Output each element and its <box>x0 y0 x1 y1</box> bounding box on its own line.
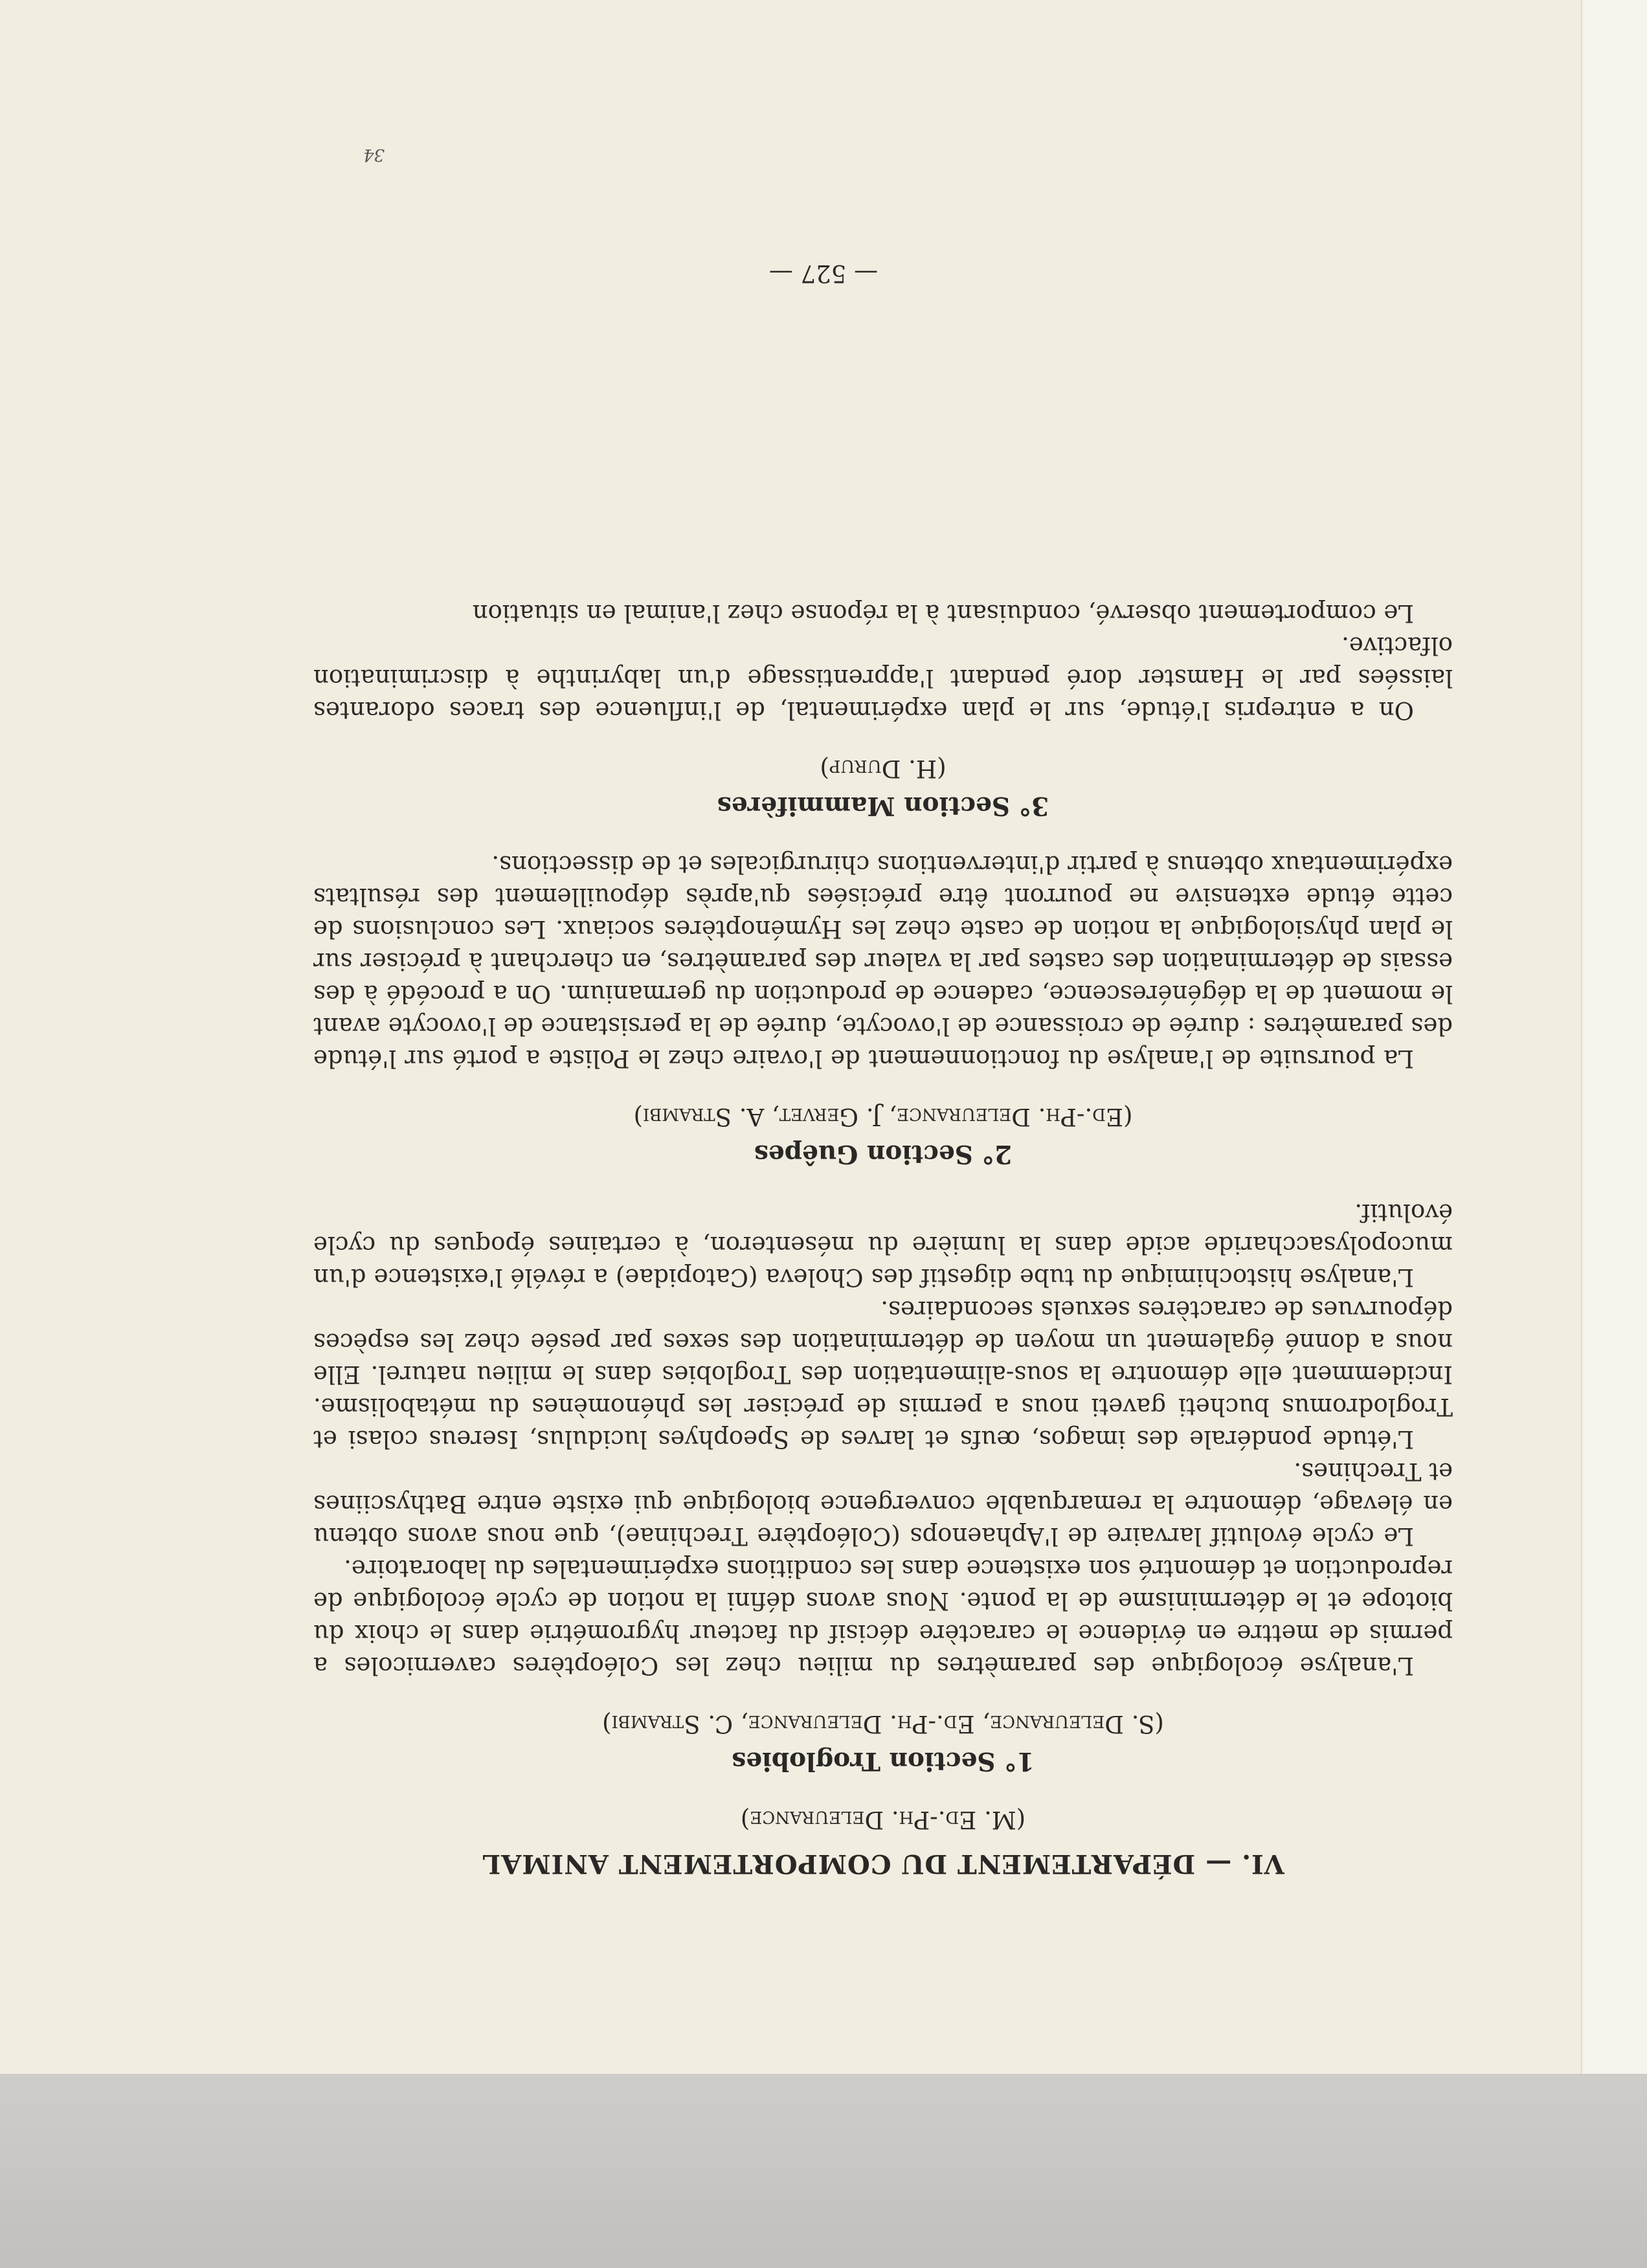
paragraph: L'analyse écologique des paramètres du milieu chez les Coléoptères cavernicoles a permis de mettre en évidence le caractère décisif du facteur hygrométrie dans le choix du biotope et le déterminisme de la ponte. Nous avons défini la notion de cycle écologique de reproduction et démontré son existence dans les conditions expérimentales du laboratoire. <box>313 1555 1453 1680</box>
paragraph: Le cycle évolutif larvaire de l'Aphaenops (Coléoptère Trechinae), que nous avons obtenu en élevage, démontre la remarquable convergence biologique qui existe entre Bathysciines et Trechines. <box>313 1458 1453 1550</box>
department-director: (M. Ed.-Ph. Deleurance) <box>740 1806 1026 1834</box>
page-number: — 527 — <box>768 260 879 287</box>
paragraph: Le comportement observé, conduisant à la réponse chez l'animal en situation <box>472 599 1414 627</box>
section-heading: 2° Section Guêpes <box>754 1139 1013 1169</box>
paragraph: L'étude pondérale des imagos, œufs et larves de Speophyes lucidulus, Isereus colasi et Troglodromus bucheti gaveti nous a permis de préciser les phénomènes du métabolisme. Incidemment elle démontre la sous-alimentation des Troglobies dans le milieu naturel. Elle nous a donné également un moyen de détermination des sexes par pesée chez les espèces dépourvues de caractères sexuels secondaires. <box>313 1296 1453 1453</box>
paragraph: La poursuite de l'analyse du fonctionnement de l'ovaire chez le Poliste a porté sur l'étude des paramètres : durée de croissance de l'ovocyte, durée de la persistance de l'ovocyte avant le moment de la dégénérescence, cadence de production du germanium. On a procédé à des essais de détermination des castes par la valeur des paramètres, en cherchant à préciser sur le plan physiologique la notion de caste chez les Hyménoptères sociaux. Les conclusions de cette étude extensive ne pourront être précisées qu'après dépouillement des résultats expérimentaux obtenus à partir d'interventions chirurgicales et de dissections. <box>313 850 1453 1073</box>
paragraph: L'analyse histochimique du tube digestif des Choleva (Catopidae) a révélé l'existence d'un mucopolysaccharide acide dans la lumière du mésenteron, à certaines époques du cycle évolutif. <box>313 1199 1453 1291</box>
paragraph: On a entrepris l'étude, sur le plan expérimental, de l'influence des traces odorantes laissées par le Hamster doré pendant l'apprentissage d'un labyrinthe à discrimination olfactive. <box>313 632 1453 724</box>
section-authors: (Ed.-Ph. Deleurance, J. Gervet, A. Strambi) <box>633 1103 1133 1131</box>
section-heading: 1° Section Troglobies <box>732 1746 1035 1776</box>
department-title: VI. — DÉPARTEMENT DU COMPORTEMENT ANIMAL <box>482 1849 1284 1879</box>
section-authors: (H. Durup) <box>820 755 947 783</box>
page-body <box>313 597 1453 1880</box>
section-authors: (S. Deleurance, Ed.-Ph. Deleurance, C. Strambi) <box>602 1710 1164 1738</box>
section-heading: 3° Section Mammifères <box>717 791 1049 821</box>
page-edge <box>1581 0 1647 2074</box>
scanner-background <box>0 2074 1647 2268</box>
handwritten-note: 34 <box>363 145 385 164</box>
